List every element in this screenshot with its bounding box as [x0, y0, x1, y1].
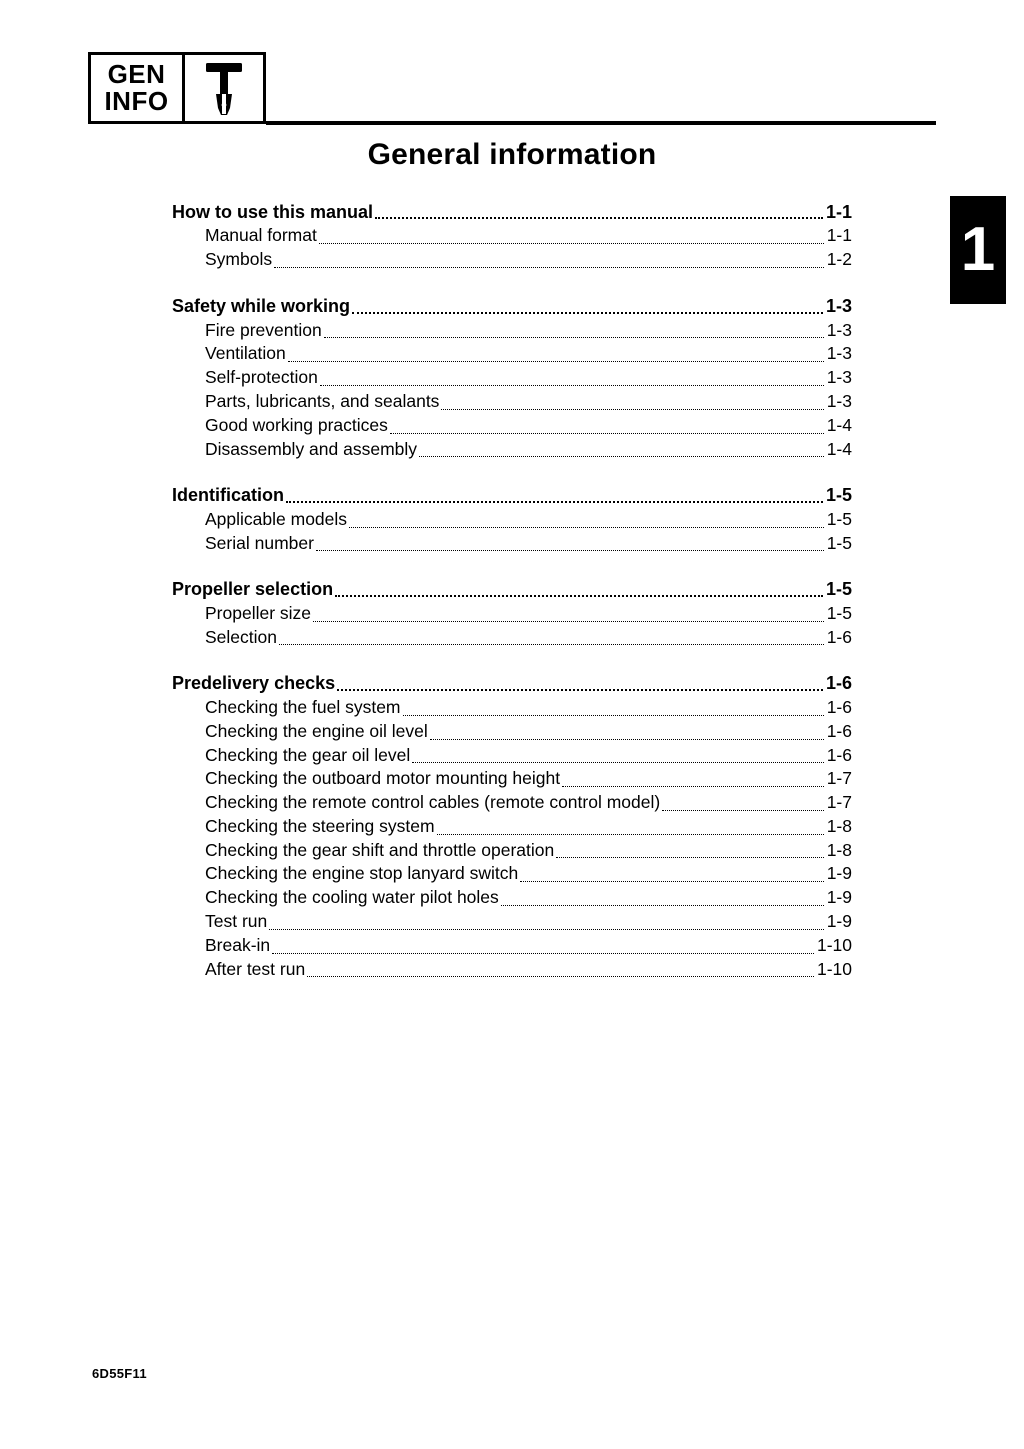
toc-leader-dots: [556, 856, 823, 858]
toc-subsection-entry[interactable]: [205, 696, 852, 720]
toc-entry-page: 1-5: [826, 508, 852, 529]
toc-leader-dots: [662, 809, 823, 811]
toc-leader-dots: [337, 688, 823, 691]
toc-entry-label: Checking the gear oil level: [205, 744, 411, 765]
toc-section-entry[interactable]: [172, 294, 852, 318]
toc-section-entry[interactable]: [172, 671, 852, 695]
toc-leader-dots: [274, 266, 824, 268]
toc-subsection-entry[interactable]: [205, 532, 852, 556]
toc-leader-dots: [316, 549, 824, 551]
toc-entry-page: 1-5: [825, 579, 852, 600]
chapter-number-tab: [950, 196, 1006, 304]
toc-leader-dots: [520, 880, 823, 882]
toc-entry-label: Checking the cooling water pilot holes: [205, 887, 499, 908]
toc-section-entry[interactable]: [172, 200, 852, 224]
toc-entry-label: Safety while working: [172, 296, 351, 317]
toc-entry-page: 1-8: [826, 815, 852, 836]
toc-entry-label: Predelivery checks: [172, 673, 336, 694]
toc-entry-page: 1-3: [826, 319, 852, 340]
toc-entry-label: Ventilation: [205, 343, 286, 364]
toc-subsection-entry[interactable]: [205, 224, 852, 248]
toc-leader-dots: [419, 455, 824, 457]
toc-leader-dots: [437, 833, 824, 835]
toc-section-entry[interactable]: [172, 577, 852, 601]
toc-entry-label: Serial number: [205, 532, 314, 553]
page-header: [88, 52, 936, 130]
toc-entry-page: 1-5: [826, 532, 852, 553]
toc-subsection-entry[interactable]: [205, 626, 852, 650]
toc-leader-dots: [307, 975, 814, 977]
toc-entry-label: Symbols: [205, 249, 273, 270]
toc-entry-label: Manual format: [205, 225, 317, 246]
toc-leader-dots: [288, 360, 824, 362]
toc-section-entry[interactable]: [172, 483, 852, 507]
toc-leader-dots: [562, 785, 824, 787]
toc-leader-dots: [313, 620, 824, 622]
toc-entry-label: Self-protection: [205, 367, 318, 388]
toc-entry-label: Propeller selection: [172, 579, 334, 600]
toc-entry-page: 1-3: [826, 343, 852, 364]
toc-leader-dots: [320, 384, 824, 386]
toc-entry-label: Checking the engine oil level: [205, 720, 428, 741]
toc-group: [172, 294, 852, 461]
toc-entry-page: 1-9: [826, 863, 852, 884]
toc-leader-dots: [430, 738, 824, 740]
toc-entry-label: How to use this manual: [172, 202, 374, 222]
toc-entry-page: 1-6: [826, 696, 852, 717]
toc-entry-page: 1-6: [825, 673, 852, 694]
section-badge-line2: INFO: [104, 86, 169, 116]
table-of-contents: [172, 200, 852, 981]
toc-entry-page: 1-2: [826, 249, 852, 270]
section-badge-line1: GEN: [107, 59, 166, 90]
toc-entry-page: 1-3: [825, 296, 852, 317]
toc-entry-page: 1-6: [826, 720, 852, 741]
toc-subsection-entry[interactable]: [205, 862, 852, 886]
toc-leader-dots: [501, 904, 824, 906]
toc-entry-page: 1-7: [826, 768, 852, 789]
toc-subsection-entry[interactable]: [205, 438, 852, 462]
toc-subsection-entry[interactable]: [205, 366, 852, 390]
toc-subsection-entry[interactable]: [205, 720, 852, 744]
toc-leader-dots: [403, 714, 824, 716]
toc-entry-page: 1-5: [825, 485, 852, 506]
toc-entry-label: After test run: [205, 958, 306, 979]
toc-entry-label: Selection: [205, 626, 277, 647]
toc-entry-label: Identification: [172, 485, 284, 506]
toc-leader-dots: [390, 432, 824, 434]
toc-entry-page: 1-6: [826, 744, 852, 765]
toc-subsection-entry[interactable]: [205, 886, 852, 910]
toc-leader-dots: [441, 408, 823, 410]
toc-leader-dots: [412, 761, 823, 763]
toc-entry-page: 1-3: [826, 390, 852, 411]
toc-entry-page: 1-1: [826, 225, 852, 246]
toc-entry-label: Checking the gear shift and throttle operation: [205, 839, 555, 860]
toc-leader-dots: [319, 242, 824, 244]
section-badge: [88, 52, 266, 124]
toc-subsection-entry[interactable]: [205, 414, 852, 438]
toc-leader-dots: [269, 928, 823, 930]
toc-entry-label: Applicable models: [205, 508, 348, 529]
toc-subsection-entry[interactable]: [205, 839, 852, 863]
toc-subsection-entry[interactable]: [205, 815, 852, 839]
toc-entry-label: Test run: [205, 911, 268, 932]
toc-leader-dots: [352, 311, 823, 314]
toc-subsection-entry[interactable]: [205, 791, 852, 815]
toc-entry-label: Checking the outboard motor mounting height: [205, 768, 561, 789]
toc-subsection-entry[interactable]: [205, 342, 852, 366]
toc-entry-page: 1-1: [825, 202, 852, 222]
header-divider: [266, 121, 936, 125]
toc-entry-page: 1-5: [826, 602, 852, 623]
toc-leader-dots: [286, 500, 823, 503]
outboard-motor-icon: [185, 55, 263, 121]
toc-entry-page: 1-9: [826, 887, 852, 908]
toc-subsection-entry[interactable]: [205, 958, 852, 982]
page-title: General information: [367, 138, 657, 171]
toc-subsection-entry[interactable]: [205, 508, 852, 532]
toc-entry-page: 1-3: [826, 367, 852, 388]
toc-leader-dots: [349, 526, 824, 528]
toc-subsection-entry[interactable]: [205, 602, 852, 626]
toc-subsection-entry[interactable]: [205, 390, 852, 414]
toc-subsection-entry[interactable]: [205, 319, 852, 343]
toc-entry-label: Propeller size: [205, 602, 312, 623]
chapter-number: 1: [960, 215, 996, 284]
toc-entry-page: 1-6: [826, 626, 852, 647]
toc-entry-page: 1-8: [826, 839, 852, 860]
toc-entry-label: Checking the fuel system: [205, 696, 401, 717]
toc-entry-label: Break-in: [205, 934, 271, 955]
toc-entry-page: 1-7: [826, 792, 852, 813]
toc-leader-dots: [324, 336, 824, 338]
toc-entry-label: Fire prevention: [205, 319, 322, 340]
toc-entry-page: 1-4: [826, 414, 852, 435]
toc-entry-label: Checking the engine stop lanyard switch: [205, 863, 519, 884]
toc-entry-page: 1-10: [816, 934, 852, 955]
toc-subsection-entry[interactable]: [205, 910, 852, 934]
toc-subsection-entry[interactable]: [205, 744, 852, 768]
toc-entry-page: 1-10: [816, 958, 852, 979]
toc-entry-page: 1-9: [826, 911, 852, 932]
toc-subsection-entry[interactable]: [205, 934, 852, 958]
document-code: 6D55F11: [92, 1366, 147, 1381]
toc-leader-dots: [272, 952, 814, 954]
toc-group: [172, 483, 852, 555]
toc-entry-page: 1-4: [826, 438, 852, 459]
toc-leader-dots: [279, 643, 824, 645]
toc-entry-label: Checking the steering system: [205, 815, 435, 836]
toc-group: [172, 200, 852, 272]
toc-entry-label: Good working practices: [205, 414, 388, 435]
toc-leader-dots: [375, 216, 823, 219]
toc-subsection-entry[interactable]: [205, 767, 852, 791]
toc-group: [172, 671, 852, 981]
toc-leader-dots: [335, 594, 823, 597]
toc-entry-label: Parts, lubricants, and sealants: [205, 390, 440, 411]
toc-entry-label: Checking the remote control cables (remote control model): [205, 792, 661, 813]
toc-group: [172, 577, 852, 649]
toc-subsection-entry[interactable]: [205, 248, 852, 272]
section-badge-text: [91, 55, 185, 121]
toc-entry-label: Disassembly and assembly: [205, 438, 418, 459]
